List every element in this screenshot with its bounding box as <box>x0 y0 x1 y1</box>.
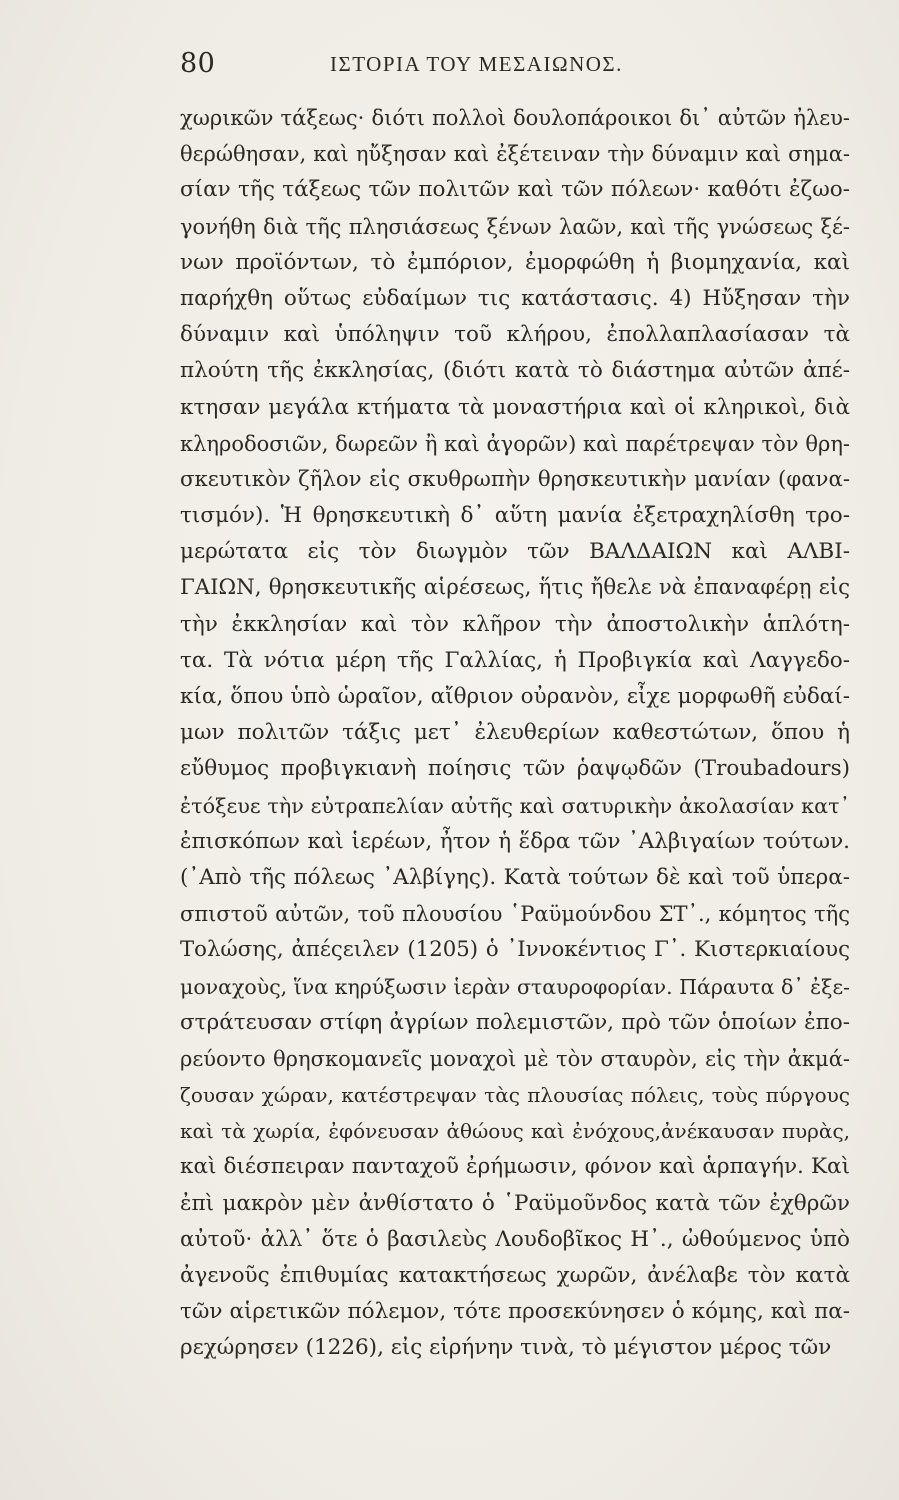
text-line: ἐτόξευε τὴν εὐτραπελίαν αὐτῆς καὶ σατυρικὴν ἀκολασίαν κατ᾽ <box>180 793 850 818</box>
text-line: Τολώσης, ἀπέςειλεν (1205) ὁ ᾿Ιννοκέντιος Γ᾽. Κιστερκιαίους <box>180 937 850 963</box>
text-line: κληροδοσιῶν, δωρεῶν ἢ καὶ ἀγορῶν) καὶ παρέτρεψαν τὸν θρη- <box>180 431 850 456</box>
text-line: θερώθησαν, καὶ ηὔξησαν καὶ ἐξέτειναν τὴν δύναμιν καὶ σημα- <box>180 142 850 167</box>
text-line: ρεχώρησεν (1226), εἰς εἰρήνην τινὰ, τὸ μέγιστον μέρος τῶν <box>180 1335 832 1361</box>
text-line: μων πολιτῶν τάξις μετ᾽ ἐλευθερίων καθεστώτων, ὅπου ἡ <box>180 720 850 746</box>
running-title: ΙΣΤΟΡΙΑ ΤΟΥ ΜΕΣΑΙΩΝΟΣ. <box>330 52 623 76</box>
text-line: σίαν τῆς τάξεως τῶν πολιτῶν καὶ τῶν πόλεων· καθότι ἐζωο- <box>180 177 850 203</box>
text-line: κία, ὅπου ὑπὸ ὡραῖον, αἴθριον οὐρανὸν, εἶχε μορφωθῆ εὐδαί- <box>180 684 850 709</box>
body-text <box>180 100 850 1367</box>
text-line: γονήθη διὰ τῆς πλησιάσεως ξένων λαῶν, καὶ τῆς γνώσεως ξέ- <box>180 214 850 239</box>
text-line: εὔθυμος προβιγκιανὴ ποίησις τῶν ῥαψῳδῶν (Troubadours) <box>180 756 850 782</box>
text-line: καὶ τὰ χωρία, ἐφόνευσαν ἀθώους καὶ ἐνόχους,ἀνέκαυσαν πυρὰς, <box>180 1119 850 1144</box>
text-line: ΓΑΙΩΝ, θρησκευτικῆς αἱρέσεως, ἥτις ἤθελε νὰ ἐπαναφέρῃ εἰς <box>180 575 850 601</box>
text-line: τὴν ἐκκλησίαν καὶ τὸν κλῆρον τὴν ἀποστολικὴν ἁπλότη- <box>180 611 850 637</box>
text-line: ζουσαν χώραν, κατέστρεψαν τὰς πλουσίας πόλεις, τοὺς πύργους <box>180 1083 850 1108</box>
text-line: ἐπισκόπων καὶ ἱερέων, ἦτον ἡ ἕδρα τῶν ᾿Αλβιγαίων τούτων. <box>180 828 850 854</box>
text-line: μοναχοὺς, ἵνα κηρύξωσιν ἱερὰν σταυροφορίαν. Πάραυτα δ᾽ ἐξε- <box>180 974 850 999</box>
text-line: τα. Τὰ νότια μέρη τῆς Γαλλίας, ἡ Προβιγκία καὶ Λαγγεδο- <box>180 647 850 673</box>
page-number: 80 <box>180 48 216 79</box>
text-line: τισμόν). Ἡ θρησκευτικὴ δ᾽ αὕτη μανία ἐξετραχηλίσθη τρο- <box>180 503 850 529</box>
text-line: καὶ διέσπειραν πανταχοῦ ἐρήμωσιν, φόνον καὶ ἁρπαγήν. Καὶ <box>180 1154 850 1180</box>
text-line: ἀγενοῦς ἐπιθυμίας κατακτήσεως χωρῶν, ἀνέλαβε τὸν κατὰ <box>180 1263 850 1288</box>
text-line: σκευτικὸν ζῆλον εἰς σκυθρωπὴν θρησκευτικὴν μανίαν (φανα- <box>180 466 850 492</box>
text-line: πλούτη τῆς ἐκκλησίας, (διότι κατὰ τὸ διάστημα αὐτῶν ἀπέ- <box>180 358 850 384</box>
text-line: χωρικῶν τάξεως· διότι πολλοὶ δουλοπάροικοι δι᾽ αὐτῶν ἠλευ- <box>180 106 850 130</box>
page-header <box>180 48 680 88</box>
text-line: κτησαν μεγάλα κτήματα τὰ μοναστήρια καὶ οἱ κληρικοὶ, διὰ <box>180 394 850 420</box>
text-line: νων προϊόντων, τὸ ἐμπόριον, ἐμορφώθη ἡ βιομηχανία, καὶ <box>180 249 850 275</box>
text-line: σπιστοῦ αὐτῶν, τοῦ πλουσίου ῾Ραϋμούνδου ΣΤ᾽., κόμητος τῆς <box>180 902 850 927</box>
text-line: ἐπὶ μακρὸν μὲν ἀνθίστατο ὁ ῾Ραϋμοῦνδος κατὰ τῶν ἐχθρῶν <box>180 1190 850 1216</box>
text-line: τῶν αἱρετικῶν πόλεμον, τότε προσεκύνησεν ὁ κόμης, καὶ πα- <box>180 1299 850 1325</box>
text-line: (᾿Απὸ τῆς πόλεως ᾿Αλβίγης). Κατὰ τούτων δὲ καὶ τοῦ ὑπερα- <box>180 864 850 890</box>
text-line: αὐτοῦ· ἀλλ᾽ ὅτε ὁ βασιλεὺς Λουδοβῖκος Η᾽., ὠθούμενος ὑπὸ <box>180 1226 850 1252</box>
text-line: ρεύοντο θρησκομανεῖς μοναχοὶ μὲ τὸν σταυρὸν, εἰς τὴν ἀκμά- <box>180 1046 850 1071</box>
text-line: στράτευσαν στίφη ἀγρίων πολεμιστῶν, πρὸ τῶν ὁποίων ἐπο- <box>180 1009 850 1035</box>
text-line: μερώτατα εἰς τὸν διωγμὸν τῶν ΒΑΛΔΑΙΩΝ καὶ ΑΛΒΙ- <box>180 539 850 565</box>
text-line: παρήχθη οὕτως εὐδαίμων τις κατάστασις. 4) Ηὔξησαν τὴν <box>180 285 850 311</box>
text-line: δύναμιν καὶ ὑπόληψιν τοῦ κλήρου, ἐπολλαπλασίασαν τὰ <box>180 322 850 348</box>
